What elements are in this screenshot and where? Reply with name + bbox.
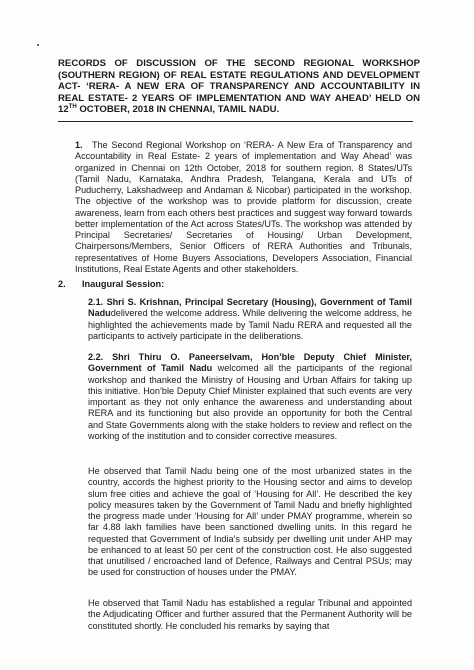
paragraph-2-2-continued: He observed that Tamil Nadu being one of the most urbanized states in the country, accords the highest priority to the Housing sector and aims to develop slum free cities and achieve the goal of ‘Housing for All’. He described the key policy measures taken by the Government of Tamil Nadu and briefly highlighted the progress made under ‘Housing for All’ under PMAY programme, wherein so far 4.88 lakh families have been sanctioned dwelling units. In this regard he requested that Government of India’s subsidy per dwelling unit under AHP may be enhanced to at least 50 per cent of the construction cost. He also suggested that unutilised / encroached land of Defence, Railways and Central PSUs; may be used for construction of houses under the PMAY.: [88, 466, 412, 578]
scan-speck: [37, 44, 39, 46]
paragraph-2-1-lead: 2.1. Shri S. Krishnan, Principal Secretary (Housing), Government of Tamil Nadu: [88, 297, 412, 319]
title-text: RECORDS OF DISCUSSION OF THE SECOND REGIONAL WORKSHOP (SOUTHERN REGION) OF REAL ESTATE REGULATIONS AND DEVELOPMENT ACT- ‘RERA- A NEW ERA OF TRANSPARENCY AND ACCOUNTABILITY IN REAL ESTATE- 2 YEARS OF IMPLEMENTATION AND WAY AHEAD’ HELD ON 12: [58, 58, 420, 116]
section-2-heading: Inaugural Session:: [82, 279, 165, 289]
document-title: [58, 58, 420, 116]
title-text-end: OCTOBER, 2018 IN CHENNAI, TAMIL NADU.: [76, 104, 280, 116]
paragraph-2-2-final: He observed that Tamil Nadu has established a regular Tribunal and appointed the Adjudicating Officer and further assured that the Permanent Authority will be constituted shortly. He concluded his remarks by saying that: [88, 598, 412, 631]
paragraph-2-2-lead: 2.2. Shri Thiru O. Paneerselvam, Hon’ble Deputy Chief Minister, Government of Tamil Nadu: [88, 352, 412, 374]
section-2-number: 2.: [58, 279, 66, 289]
title-underline: [58, 121, 413, 122]
paragraph-1: The Second Regional Workshop on ‘RERA- A New Era of Transparency and Accountability in Real Estate- 2 years of implementation and Way Ahead’ was organized in Chennai on 12th October, 2018 for southern region. 8 States/UTs (Tamil Nadu, Karnataka, Andhra Pradesh, Telangana, Kerala and UTs of Puducherry, Lakshadweep and Andaman & Nicobar) participated in the workshop. The objective of the workshop was to provide platform for discussion, create awareness, learn from each others best practices and suggest way forward towards better implementation of the Act across States/UTs. The workshop was attended by Principal Secretaries/ Secretaries of Housing/ Urban Development, Chairpersons/Members, Senior Officers of RERA Authorities and Tribunals, representatives of Home Buyers Associations, Developers Association, Financial Institutions, Real Estate Agents and other stakeholders.: [75, 140, 412, 274]
title-superscript: TH: [68, 104, 77, 111]
paragraph-2-2: [88, 352, 412, 442]
paragraph-1-number: 1.: [75, 140, 83, 150]
paragraph-2-2-body: welcomed all the participants of the regional workshop and thanked the Ministry of Housing and Urban Affairs for taking up this initiative. Hon’ble Deputy Chief Minister explained that such events are very important as they not only enhance the awareness and understanding about RERA and its functioning but also provide an opportunity for both the Central and State Governments along with the stake holders to review and reflect on the working of the institution and to consider corrective measures.: [88, 363, 413, 441]
paragraph-2-1-body: delivered the welcome address. While delivering the welcome address, he highlighted the achievements made by Tamil Nadu RERA and requested all the participants to actively participate in the deliberations.: [88, 308, 412, 341]
paragraph-2-1: [88, 297, 412, 342]
